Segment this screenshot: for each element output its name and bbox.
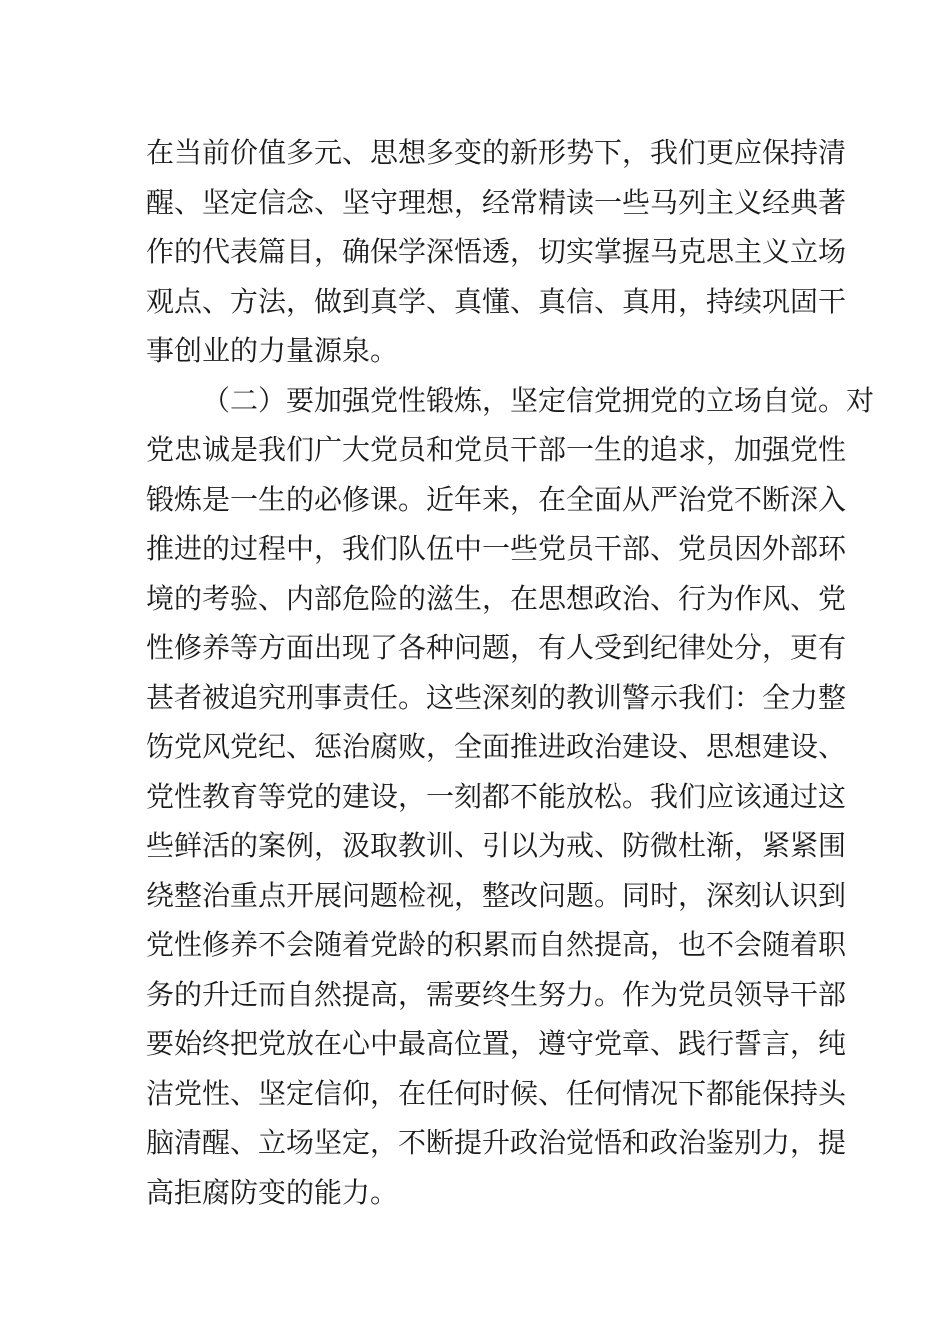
text-line: 推进的过程中，我们队伍中一些党员干部、党员因外部环 xyxy=(146,532,847,565)
text-line: 在当前价值多元、思想多变的新形势下，我们更应保持清 xyxy=(146,136,847,169)
text-line: 锻炼是一生的必修课。近年来，在全面从严治党不断深入 xyxy=(146,482,847,516)
section-heading-line: （二）要加强党性锻炼，坚定信党拥党的立场自觉。对 xyxy=(202,383,875,417)
text-line: 饬党风党纪、惩治腐败，全面推进政治建设、思想建设、 xyxy=(146,730,847,763)
paragraph-section-two xyxy=(146,376,875,1218)
text-line: 些鲜活的案例，汲取教训、引以为戒、防微杜渐，紧紧围 xyxy=(146,829,847,862)
paragraph-continuation xyxy=(146,128,847,376)
text-line: 党性教育等党的建设，一刻都不能放松。我们应该通过这 xyxy=(146,779,847,813)
text-line: 洁党性、坚定信仰，在任何时候、任何情况下都能保持头 xyxy=(146,1076,847,1110)
text-line: 务的升迁而自然提高，需要终生努力。作为党员领导干部 xyxy=(146,977,847,1011)
text-line: 绕整治重点开展问题检视，整改问题。同时，深刻认识到 xyxy=(146,878,847,912)
text-line: 事创业的力量源泉。 xyxy=(146,334,399,367)
text-line: 脑清醒、立场坚定，不断提升政治觉悟和政治鉴别力，提 xyxy=(146,1126,847,1159)
text-line: 作的代表篇目，确保学深悟透，切实掌握马克思主义立场 xyxy=(146,235,847,268)
text-line: 要始终把党放在心中最高位置，遵守党章、践行誓言，纯 xyxy=(146,1027,847,1060)
text-line: 境的考验、内部危险的滋生，在思想政治、行为作风、党 xyxy=(146,581,847,615)
text-line: 党忠诚是我们广大党员和党员干部一生的追求，加强党性 xyxy=(146,433,847,466)
text-line: 党性修养不会随着党龄的积累而自然提高，也不会随着职 xyxy=(146,928,847,961)
body-text xyxy=(146,128,875,1217)
text-line: 观点、方法，做到真学、真懂、真信、真用，持续巩固干 xyxy=(146,284,847,318)
text-line: 醒、坚定信念、坚守理想，经常精读一些马列主义经典著 xyxy=(146,185,847,219)
text-line: 高拒腐防变的能力。 xyxy=(146,1175,399,1209)
text-line: 甚者被追究刑事责任。这些深刻的教训警示我们：全力整 xyxy=(146,680,847,714)
text-line: 性修养等方面出现了各种问题，有人受到纪律处分，更有 xyxy=(146,631,847,664)
